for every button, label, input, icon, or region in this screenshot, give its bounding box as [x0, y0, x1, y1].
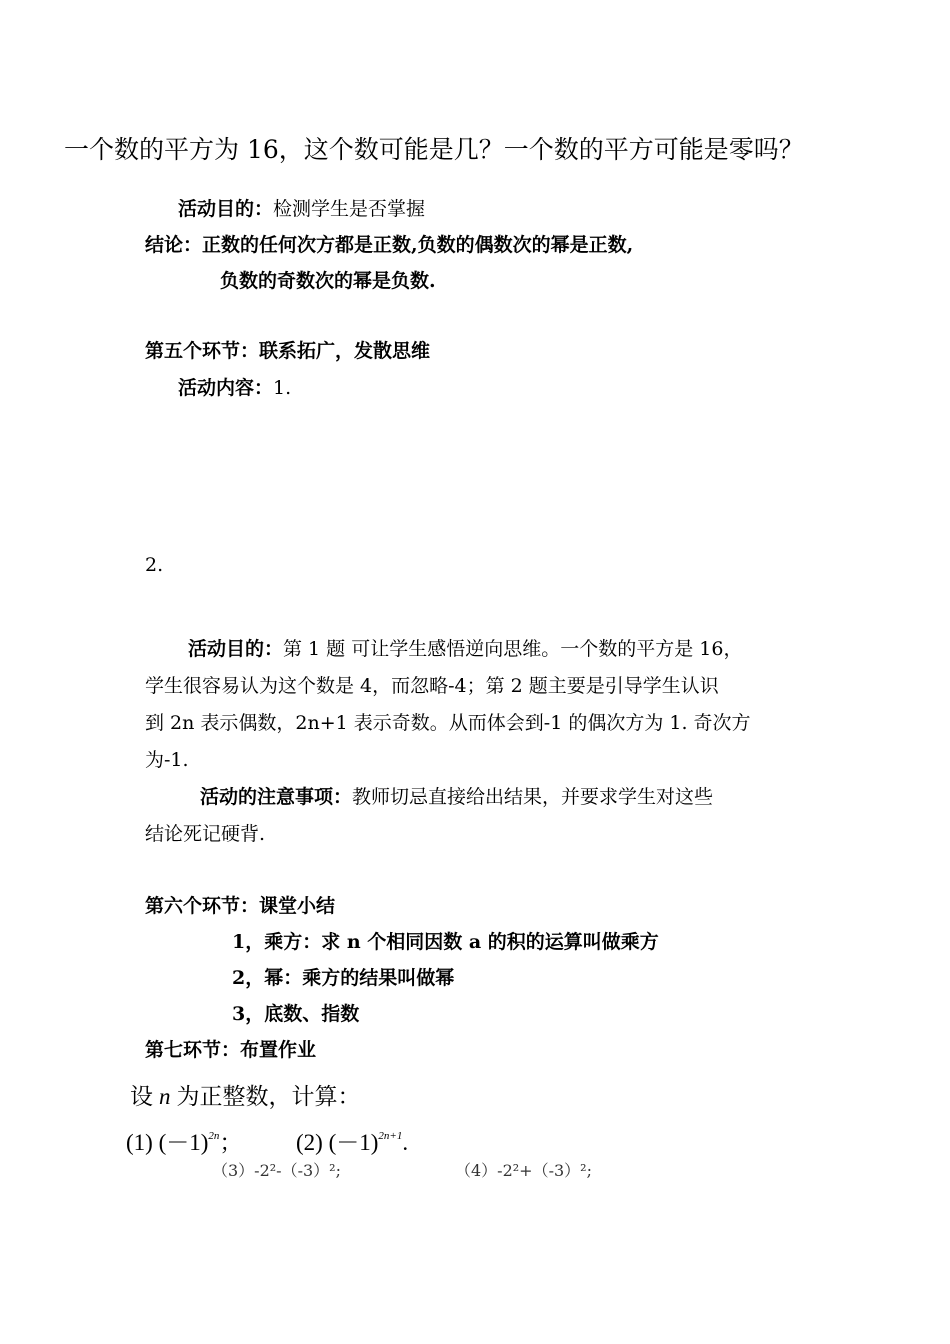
purpose-1 [178, 200, 425, 219]
homework-intro-b: 为正整数，计算： [176, 1084, 361, 1109]
summary-item-1: 1，乘方：求 n 个相同因数 a 的积的运算叫做乘方 [232, 931, 659, 953]
p1-label: (1) [126, 1130, 153, 1155]
conclusion-line-1: 结论：正数的任何次方都是正数,负数的偶数次的幂是正数, [145, 234, 634, 256]
purpose-2-line-4: 为-1. [145, 749, 189, 771]
p2-exponent: 2n+1 [378, 1130, 403, 1143]
notes-line-2: 结论死记硬背. [145, 823, 266, 845]
p1-exponent: 2n [208, 1130, 220, 1143]
p2-base: (－1) [328, 1130, 379, 1155]
homework-problem-2 [296, 1131, 408, 1154]
section-5-item-2: 2. [145, 554, 164, 576]
homework-problem-3: （3）-2²-（-3）²; [212, 1161, 341, 1180]
homework-problem-4: （4）-2²+（-3）²; [455, 1161, 592, 1180]
notes-label: 活动的注意事项： [200, 786, 353, 808]
section-5-content [178, 379, 291, 398]
summary-item-3: 3，底数、指数 [232, 1003, 360, 1025]
section-5-heading: 第五个环节：联系拓广，发散思维 [145, 340, 431, 362]
purpose-2-line-1 [188, 640, 742, 659]
section-6-heading: 第六个环节：课堂小结 [145, 895, 336, 917]
notes-text-1: 教师切忌直接给出结果，并要求学生对这些 [352, 786, 714, 808]
homework-intro [130, 1085, 361, 1108]
homework-intro-a: 设 [130, 1084, 153, 1109]
purpose-1-text: 检测学生是否掌握 [273, 198, 426, 220]
section-7-heading: 第七环节：布置作业 [145, 1039, 317, 1061]
summary-item-2: 2，幂：乘方的结果叫做幂 [232, 967, 455, 989]
p1-base: (－1) [158, 1130, 209, 1155]
purpose-2-line-2: 学生很容易认为这个数是 4，而忽略-4；第 2 题主要是引导学生认识 [145, 675, 719, 697]
section-5-content-text: 1. [273, 377, 292, 399]
p2-label: (2) [296, 1130, 323, 1155]
purpose-2-text-1: 第 1 题 可让学生感悟逆向思维。一个数的平方是 16， [283, 638, 743, 660]
purpose-1-label: 活动目的： [178, 198, 274, 220]
section-5-content-label: 活动内容： [178, 377, 274, 399]
notes-line-1 [200, 788, 713, 807]
homework-intro-var: n [159, 1084, 171, 1109]
homework-problem-1 [126, 1131, 242, 1154]
purpose-2-label: 活动目的： [188, 638, 284, 660]
conclusion-line-2: 负数的奇数次的幂是负数. [220, 270, 436, 292]
p2-end: . [402, 1130, 409, 1155]
purpose-2-line-3: 到 2n 表示偶数，2n+1 表示奇数。从而体会到-1 的偶次方为 1. 奇次方 [145, 712, 751, 734]
question-line: 一个数的平方为 16，这个数可能是几？一个数的平方可能是零吗？ [64, 135, 804, 164]
p1-end: ； [219, 1130, 243, 1155]
